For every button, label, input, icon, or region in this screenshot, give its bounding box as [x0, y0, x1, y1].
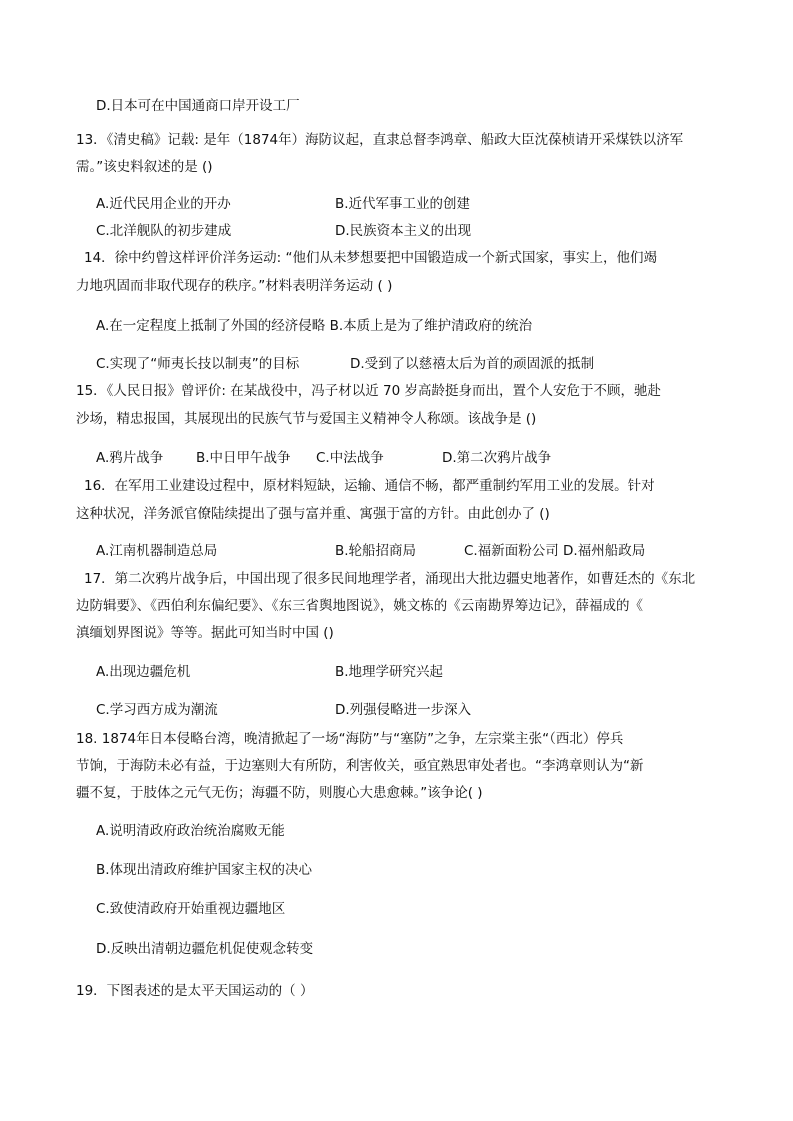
q18-stem-line-3: 疆不复，于肢体之元气无伤；海疆不防，则腹心大患愈棘。”该争论( ) [76, 785, 483, 801]
q12-option-d: D.日本可在中国通商口岸开设工厂 [96, 98, 300, 114]
q14-stem-line-1: 14．徐中约曾这样评价洋务运动: “他们从未梦想要把中国锻造成一个新式国家，事实上，他们竭 [84, 250, 658, 266]
q14-option-d: D.受到了以慈禧太后为首的顽固派的抵制 [350, 356, 595, 372]
q13-stem-line-2: 需。”该史料叙述的是 () [76, 159, 213, 175]
q14-option-a-b: A.在一定程度上抵制了外国的经济侵略 B.本质上是为了维护清政府的统治 [96, 318, 533, 334]
q17-option-a: A.出现边疆危机 [96, 664, 191, 680]
q18-option-a: A.说明清政府政治统治腐败无能 [96, 823, 285, 839]
q14-option-c: C.实现了“师夷长技以制夷”的目标 [96, 356, 300, 372]
q16-option-a: A.江南机器制造总局 [96, 543, 218, 559]
q13-option-c: C.北洋舰队的初步建成 [96, 223, 232, 239]
q18-option-d: D.反映出清朝边疆危机促使观念转变 [96, 941, 314, 957]
q15-stem-line-1: 15．《人民日报》曾评价: 在某战役中，冯子材以近 70 岁高龄挺身而出，置个人安危于不顾，驰赴 [76, 383, 662, 399]
q16-option-b: B.轮船招商局 [335, 543, 417, 559]
q18-stem-line-2: 节饷，于海防未必有益，于边塞则大有所防，利害攸关，亟宜熟思审处者也。“李鸿章则认为“新 [76, 758, 644, 774]
q14-stem-line-2: 力地巩固而非取代现存的秩序。”材料表明洋务运动 ( ) [76, 278, 393, 294]
q15-stem-line-2: 沙场，精忠报国，其展现出的民族气节与爱国主义精神令人称颂。该战争是 () [76, 411, 537, 427]
q13-stem-line-1: 13．《清史稿》记载: 是年（1874年）海防议起，直隶总督李鸿章、船政大臣沈葆桢请开采煤铁以济军 [76, 132, 684, 148]
q15-option-c: C.中法战争 [316, 450, 384, 466]
q13-option-d: D.民族资本主义的出现 [335, 223, 472, 239]
q15-option-d: D.第二次鸦片战争 [442, 450, 552, 466]
q16-stem-line-1: 16．在军用工业建设过程中，原材料短缺，运输、通信不畅，都严重制约军用工业的发展。针对 [84, 478, 655, 494]
q17-stem-line-1: 17．第二次鸦片战争后，中国出现了很多民间地理学者，涌现出大批边疆史地著作，如曹廷杰的《东北 [84, 571, 696, 587]
q16-stem-line-2: 这种状况，洋务派官僚陆续提出了强与富并重、寓强于富的方针。由此创办了 () [76, 506, 550, 522]
q18-option-b: B.体现出清政府维护国家主权的决心 [96, 862, 313, 878]
q19-stem-line-1: 19．下图表述的是太平天国运动的（ ） [76, 983, 314, 999]
q18-option-c: C.致使清政府开始重视边疆地区 [96, 901, 286, 917]
q13-option-b: B.近代军事工业的创建 [335, 196, 471, 212]
q18-stem-line-1: 18. 1874年日本侵略台湾，晚清掀起了一场“海防”与“塞防”之争，左宗棠主张“（西北）停兵 [76, 731, 624, 747]
q17-stem-line-2: 边防辑要》、《西伯利东偏纪要》、《东三省舆地图说》，姚文栋的《云南勘界筹边记》，薛福成的《 [76, 598, 643, 614]
q17-stem-line-3: 滇缅划界图说》等等。据此可知当时中国 () [76, 625, 334, 641]
q16-option-c-d: C.福新面粉公司 D.福州船政局 [464, 543, 646, 559]
q17-option-c: C.学习西方成为潮流 [96, 702, 218, 718]
q17-option-b: B.地理学研究兴起 [335, 664, 444, 680]
q15-option-b: B.中日甲午战争 [196, 450, 291, 466]
q13-option-a: A.近代民用企业的开办 [96, 196, 231, 212]
q15-option-a: A.鸦片战争 [96, 450, 164, 466]
q17-option-d: D.列强侵略进一步深入 [335, 702, 472, 718]
